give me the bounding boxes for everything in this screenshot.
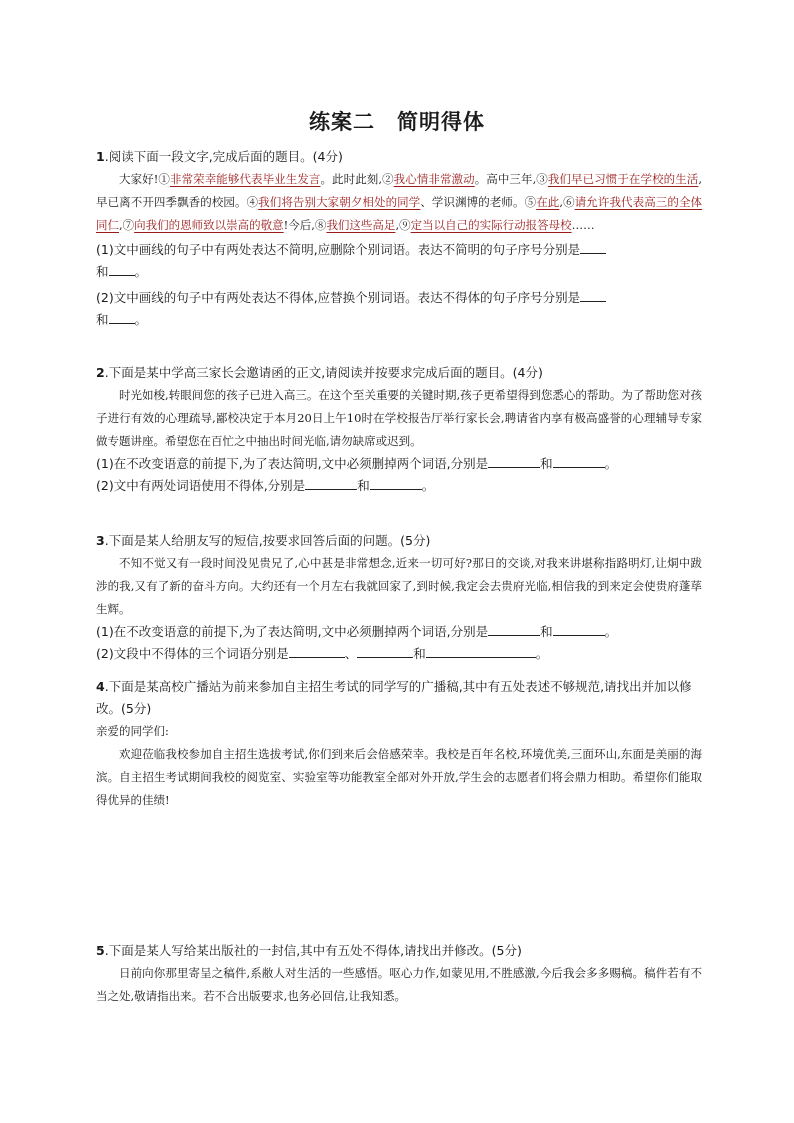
- answer-blank[interactable]: [289, 643, 345, 658]
- question-2: 2.下面是某中学高三家长会邀请函的正文,请阅读并按要求完成后面的题目。(4分) 时光如梭,转眼间您的孩子已进入高三。在这个至关重要的关键时期,孩子更希望得到您悉心的帮助。为了帮助您对孩子进行有效的心理疏导,鄙校决定于本月20日上午10时在学校报告厅举行家长会,聘请省内享有极高盛誉的心理辅导专家做专题讲座。希望您在百忙之中抽出时间光临,请勿缺席或迟到。 (1)在不改变语意的前提下,为了表达简明,文中必须删掉两个词语,分别是 和 。 (2)文中有两处词语使用不得体,分别是 和 。: [96, 362, 702, 497]
- sub-question-1: (1)在不改变语意的前提下,为了表达简明,文中必须删掉两个词语,分别是 和 。: [96, 621, 702, 643]
- question-number: 2: [96, 365, 105, 380]
- answer-blank[interactable]: [305, 475, 357, 490]
- question-passage: 欢迎莅临我校参加自主招生选拔考试,你们到来后会倍感荣幸。我校是百年名校,环境优美,三面环山,东面是美丽的海滨。自主招生考试期间我校的阅览室、实验室等功能教室全部对外开放,学生会的志愿者们将会鼎力相助。希望你们能取得优异的佳绩!: [96, 747, 702, 807]
- question-stem: 下面是某人写给某出版社的一封信,其中有五处不得体,请找出并修改。(5分): [108, 943, 522, 958]
- sub-question-1: (1)在不改变语意的前提下,为了表达简明,文中必须删掉两个词语,分别是 和 。: [96, 453, 702, 475]
- answer-blank[interactable]: [553, 621, 605, 636]
- answer-blank[interactable]: [580, 239, 606, 254]
- question-passage: 日前向你那里寄呈之稿件,系敝人对生活的一些感悟。呕心力作,如蒙见用,不胜感激,今后我会多多赐稿。稿件若有不当之处,敬请指出来。若不合出版要求,也务必回信,让我知悉。: [96, 966, 702, 1003]
- question-number: 5: [96, 943, 105, 958]
- question-1: 1.阅读下面一段文字,完成后面的题目。(4分) 大家好!①非常荣幸能够代表毕业生发言。此时此刻,②我心情非常激动。高中三年,③我们早已习惯于在学校的生活,早已离不开四季飘香的校园。④我们将告别大家朝夕相处的同学、学识渊博的老师。⑤在此,⑥请允许我代表高三的全体同仁,⑦向我们的恩师致以崇高的敬意!今后,⑧我们这些高足,⑨定当以自己的实际行动报答母校…… (1)文中画线的句子中有两处表达不简明,应删除个别词语。表达不简明的句子序号分别是 和 。 (2)文中画线的句子中有两处表达不得体,应替换个别词语。表达不得体的句子序号分别是 和 。: [96, 146, 702, 331]
- question-stem: 下面是某中学高三家长会邀请函的正文,请阅读并按要求完成后面的题目。(4分): [108, 365, 543, 380]
- question-number: 4: [96, 679, 105, 694]
- question-passage: 不知不觉又有一段时间没见贵兄了,心中甚是非常想念,近来一切可好?那日的交谈,对我来讲堪称指路明灯,让烔中跋涉的我,又有了新的奋斗方向。大约还有一个月左右我就回家了,到时候,我定会去贵府光临,相信我的到来定会使贵府蓬荜生辉。: [96, 556, 702, 616]
- answer-blank[interactable]: [109, 309, 135, 324]
- answer-blank[interactable]: [488, 453, 540, 468]
- question-passage: 时光如梭,转眼间您的孩子已进入高三。在这个至关重要的关键时期,孩子更希望得到您悉心的帮助。为了帮助您对孩子进行有效的心理疏导,鄙校决定于本月20日上午10时在学校报告厅举行家长会,聘请省内享有极高盛誉的心理辅导专家做专题讲座。希望您在百忙之中抽出时间光临,请勿缺席或迟到。: [96, 388, 702, 448]
- question-number: 3: [96, 533, 105, 548]
- page-title: 练案二 简明得体: [309, 109, 485, 134]
- sub-question-1: (1)文中画线的句子中有两处表达不简明,应删除个别词语。表达不简明的句子序号分别是 和 。: [96, 239, 702, 283]
- answer-blank[interactable]: [357, 643, 413, 658]
- answer-blank[interactable]: [580, 287, 606, 302]
- question-stem: 下面是某高校广播站为前来参加自主招生考试的同学写的广播稿,其中有五处表述不够规范,请找出并加以修改。(5分): [96, 679, 692, 716]
- answer-blank[interactable]: [109, 261, 135, 276]
- question-stem: 阅读下面一段文字,完成后面的题目。(4分): [108, 149, 343, 164]
- letter-salutation: 亲爱的同学们:: [96, 724, 169, 738]
- question-4: 4.下面是某高校广播站为前来参加自主招生考试的同学写的广播稿,其中有五处表述不够规范,请找出并加以修改。(5分) 亲爱的同学们: 欢迎莅临我校参加自主招生选拔考试,你们到来后会倍感荣幸。我校是百年名校,环境优美,三面环山,东面是美丽的海滨。自主招生考试期间我校的阅览室、实验室等功能教室全部对外开放,学生会的志愿者们将会鼎力相助。希望你们能取得优异的佳绩!: [96, 676, 702, 812]
- answer-blank[interactable]: [488, 621, 540, 636]
- answer-blank[interactable]: [370, 475, 422, 490]
- sub-question-2: (2)文中有两处词语使用不得体,分别是 和 。: [96, 475, 702, 497]
- question-5: 5.下面是某人写给某出版社的一封信,其中有五处不得体,请找出并修改。(5分) 日前向你那里寄呈之稿件,系敝人对生活的一些感悟。呕心力作,如蒙见用,不胜感激,今后我会多多赐稿。稿件若有不当之处,敬请指出来。若不合出版要求,也务必回信,让我知悉。: [96, 940, 702, 1008]
- question-stem: 下面是某人给朋友写的短信,按要求回答后面的问题。(5分): [108, 533, 431, 548]
- answer-blank[interactable]: [553, 453, 605, 468]
- sub-question-2: (2)文段中不得体的三个词语分别是 、 和 。: [96, 643, 702, 665]
- question-number: 1: [96, 149, 105, 164]
- question-3: 3.下面是某人给朋友写的短信,按要求回答后面的问题。(5分) 不知不觉又有一段时间没见贵兄了,心中甚是非常想念,近来一切可好?那日的交谈,对我来讲堪称指路明灯,让烔中跋涉的我,又有了新的奋斗方向。大约还有一个月左右我就回家了,到时候,我定会去贵府光临,相信我的到来定会使贵府蓬荜生辉。 (1)在不改变语意的前提下,为了表达简明,文中必须删掉两个词语,分别是 和 。 (2)文段中不得体的三个词语分别是 、 和 。: [96, 530, 702, 665]
- sub-question-2: (2)文中画线的句子中有两处表达不得体,应替换个别词语。表达不得体的句子序号分别是 和 。: [96, 287, 702, 331]
- answer-blank[interactable]: [426, 643, 536, 658]
- question-passage: 大家好!①非常荣幸能够代表毕业生发言。此时此刻,②我心情非常激动。高中三年,③我们早已习惯于在学校的生活,早已离不开四季飘香的校园。④我们将告别大家朝夕相处的同学、学识渊博的老师。⑤在此,⑥请允许我代表高三的全体同仁,⑦向我们的恩师致以崇高的敬意!今后,⑧我们这些高足,⑨定当以自己的实际行动报答母校……: [96, 172, 703, 232]
